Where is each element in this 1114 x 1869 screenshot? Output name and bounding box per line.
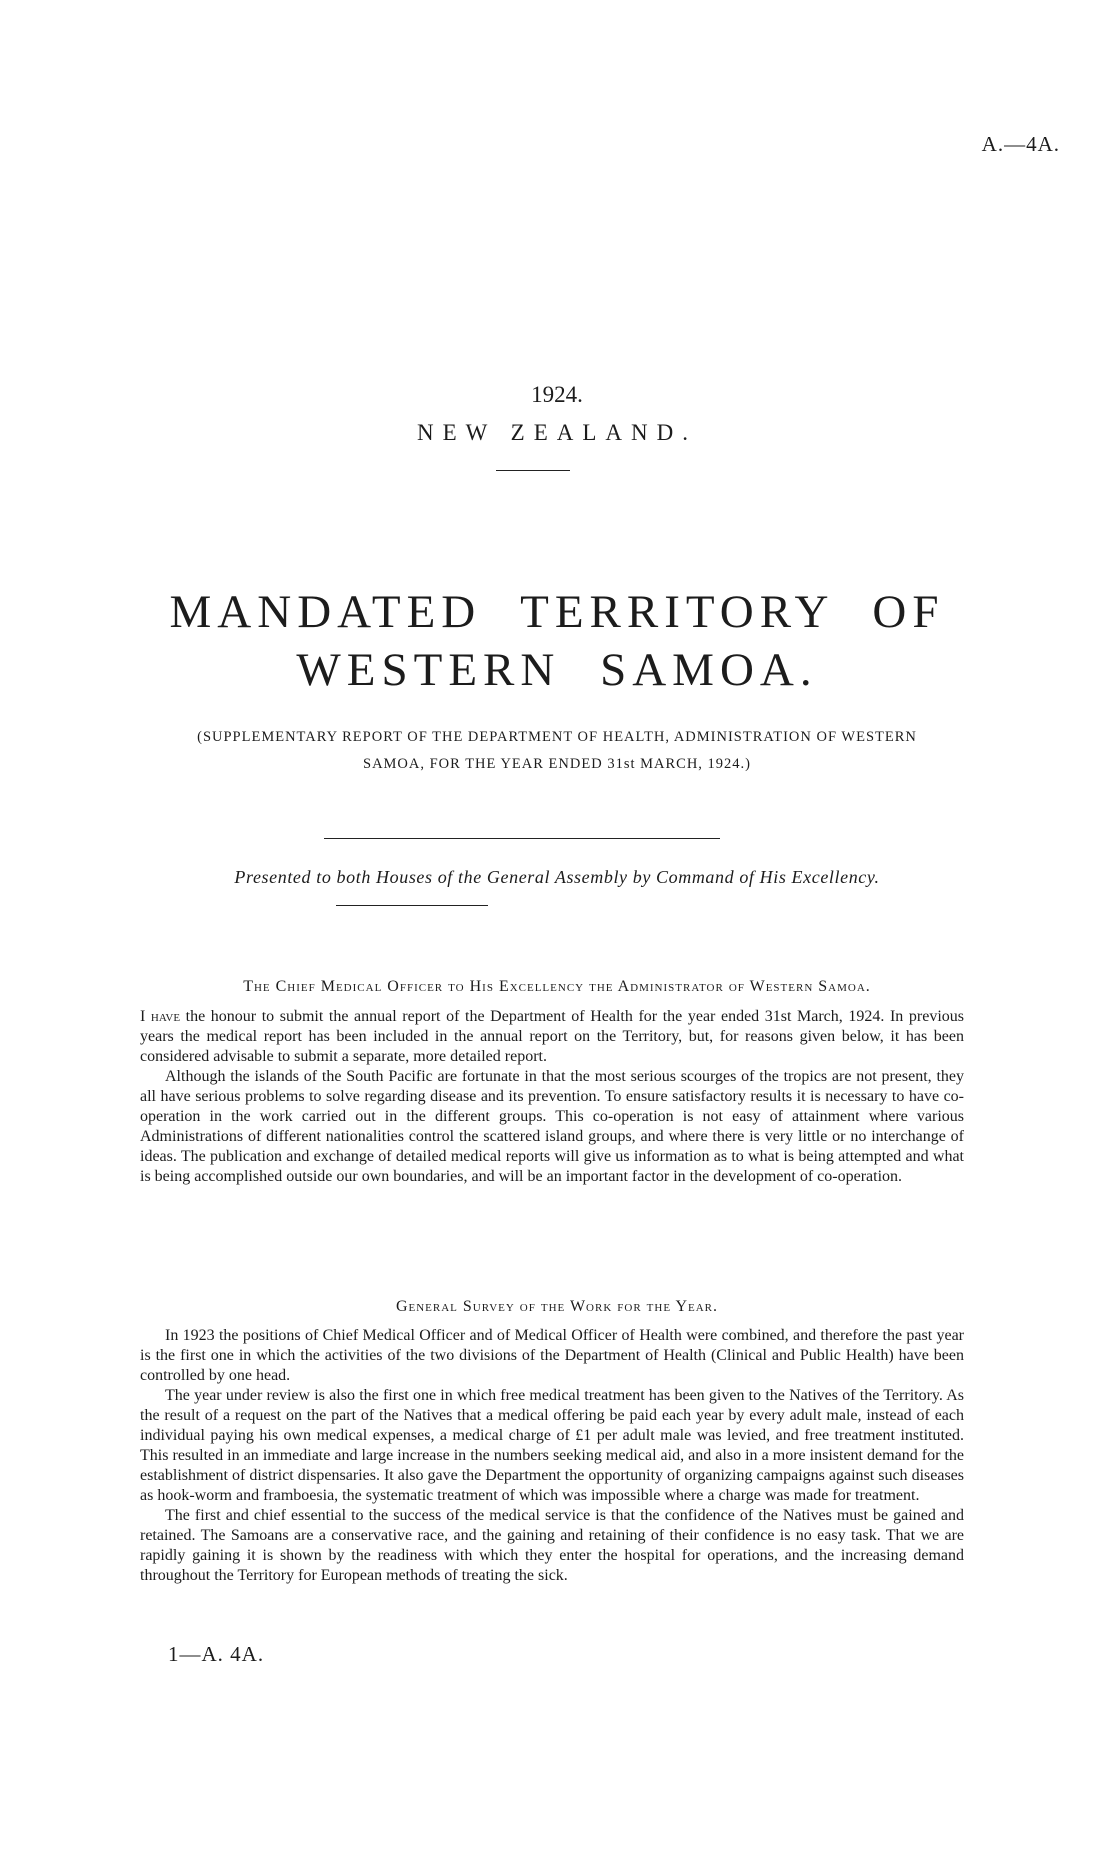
survey-heading: General Survey of the Work for the Year. [395, 1298, 719, 1315]
short-rule [496, 470, 570, 471]
subtitle-line-2: SAMOA, FOR THE YEAR ENDED 31st MARCH, 1924.) [363, 756, 751, 772]
page-reference: A.—4A. [981, 132, 1060, 156]
paragraph-1-text: the honour to submit the annual report of the Department of Health for the year ended 31st March, 1924. In previous years the medical report has been included in the annual report on the Territory, but, for reasons given below, it has been considered advisable to submit a separate, more detailed report. [140, 1008, 964, 1065]
report-year: 1924. [531, 382, 583, 407]
survey-paragraph-2: The year under review is also the first one in which free medical treatment has been given to the Natives of the Territory. As the result of a request on the part of the Natives that a medical offering be paid each year by every adult male, instead of each individual paying his own medical expenses, a medical charge of £1 per adult male was levied, and free treatment instituted. This resulted in an immediate and large increase in the numbers seeking medical aid, and also in a more insistent demand for the establishment of district dispensaries. It also gave the Department the opportunity of organizing campaigns against such diseases as hook-worm and framboesia, the systematic treatment of which was impossible where a charge was made for treatment. [140, 1387, 964, 1504]
presentation-note: Presented to both Houses of the General Assembly by Command of His Excellency. [234, 867, 880, 887]
subtitle-line-1: (SUPPLEMENTARY REPORT OF THE DEPARTMENT OF HEALTH, ADMINISTRATION OF WESTERN [197, 729, 917, 745]
upper-divider-rule [324, 838, 720, 839]
country-heading: NEW ZEALAND. [416, 420, 698, 445]
document-title-line-2: WESTERN SAMOA. [296, 644, 818, 696]
document-title-line-1: MANDATED TERRITORY OF [169, 586, 945, 638]
letter-paragraph-1 [140, 1007, 964, 1067]
footer-reference: 1—A. 4A. [168, 1642, 265, 1666]
letter-paragraph-2: Although the islands of the South Pacific are fortunate in that the most serious scourges of the tropics are not present, they all have serious problems to solve regarding disease and its prevention. To ensure satisfactory results it is necessary to have co-operation in the work carried out in the different groups. This co-operation is not easy of attainment where various Administrations of different nationalities control the scattered island groups, and where there is very little or no interchange of ideas. The publication and exchange of detailed medical reports will give us information as to what is being attempted and what is being accomplished outside our own boundaries, and will be an important factor in the development of co-operation. [140, 1068, 964, 1185]
survey-paragraph-3: The first and chief essential to the success of the medical service is that the confidence of the Natives must be gained and retained. The Samoans are a conservative race, and the gaining and retaining of their confidence is no easy task. That we are rapidly gaining it is shown by the readiness with which they enter the hospital for operations, and the increasing demand throughout the Territory for European methods of treating the sick. [140, 1507, 964, 1584]
letter-body [140, 1007, 964, 1187]
letter-heading: The Chief Medical Officer to His Excellency the Administrator of Western Samoa. [243, 978, 871, 995]
survey-body [140, 1326, 964, 1586]
survey-paragraph-1: In 1923 the positions of Chief Medical Officer and of Medical Officer of Health were combined, and therefore the past year is the first one in which the activities of the two divisions of the Department of Health (Clinical and Public Health) have been controlled by one head. [140, 1327, 964, 1384]
lower-divider-rule [336, 905, 488, 906]
opening-word: I have [140, 1008, 181, 1025]
